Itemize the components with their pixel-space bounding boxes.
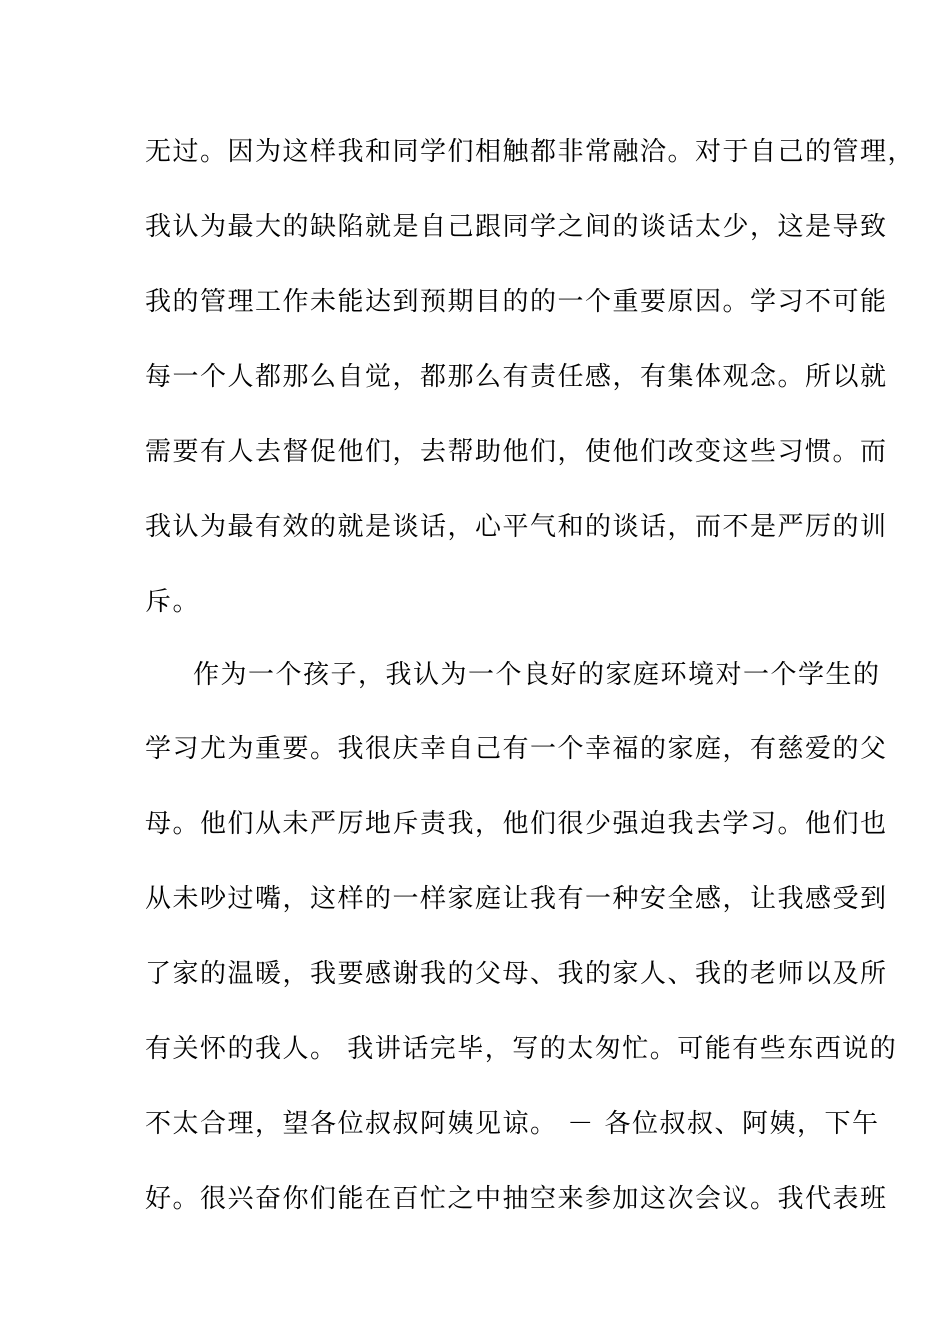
- text-line: 好。很兴奋你们能在百忙之中抽空来参加这次会议。我代表班: [145, 1184, 888, 1214]
- text-line: 有关怀的我人。 我讲话完毕，写的太匆忙。可能有些东西说的: [145, 1034, 898, 1064]
- text-line: 斥。: [145, 587, 201, 617]
- paragraph-first-line: 作为一个孩子，我认为一个良好的家庭环境对一个学生的: [193, 660, 881, 690]
- text-line: 了家的温暖，我要感谢我的父母、我的家人、我的老师以及所: [145, 959, 888, 989]
- text-line: 我认为最大的缺陷就是自己跟同学之间的谈话太少，这是导致: [145, 212, 888, 242]
- text-line: 母。他们从未严厉地斥责我，他们很少强迫我去学习。他们也: [145, 809, 888, 839]
- text-line: 需要有人去督促他们，去帮助他们，使他们改变这些习惯。而: [145, 437, 888, 467]
- text-line: 每一个人都那么自觉，都那么有责任感，有集体观念。所以就: [145, 362, 888, 392]
- text-line: 从未吵过嘴，这样的一样家庭让我有一种安全感，让我感受到: [145, 884, 888, 914]
- text-line: 我的管理工作未能达到预期目的的一个重要原因。学习不可能: [145, 287, 888, 317]
- text-line: 学习尤为重要。我很庆幸自己有一个幸福的家庭，有慈爱的父: [145, 734, 888, 764]
- text-line: 我认为最有效的就是谈话，心平气和的谈话，而不是严厉的训: [145, 512, 888, 542]
- text-line: 不太合理，望各位叔叔阿姨见谅。 － 各位叔叔、阿姨，下午: [145, 1109, 880, 1139]
- text-line: 无过。因为这样我和同学们相触都非常融洽。对于自己的管理，: [145, 137, 916, 167]
